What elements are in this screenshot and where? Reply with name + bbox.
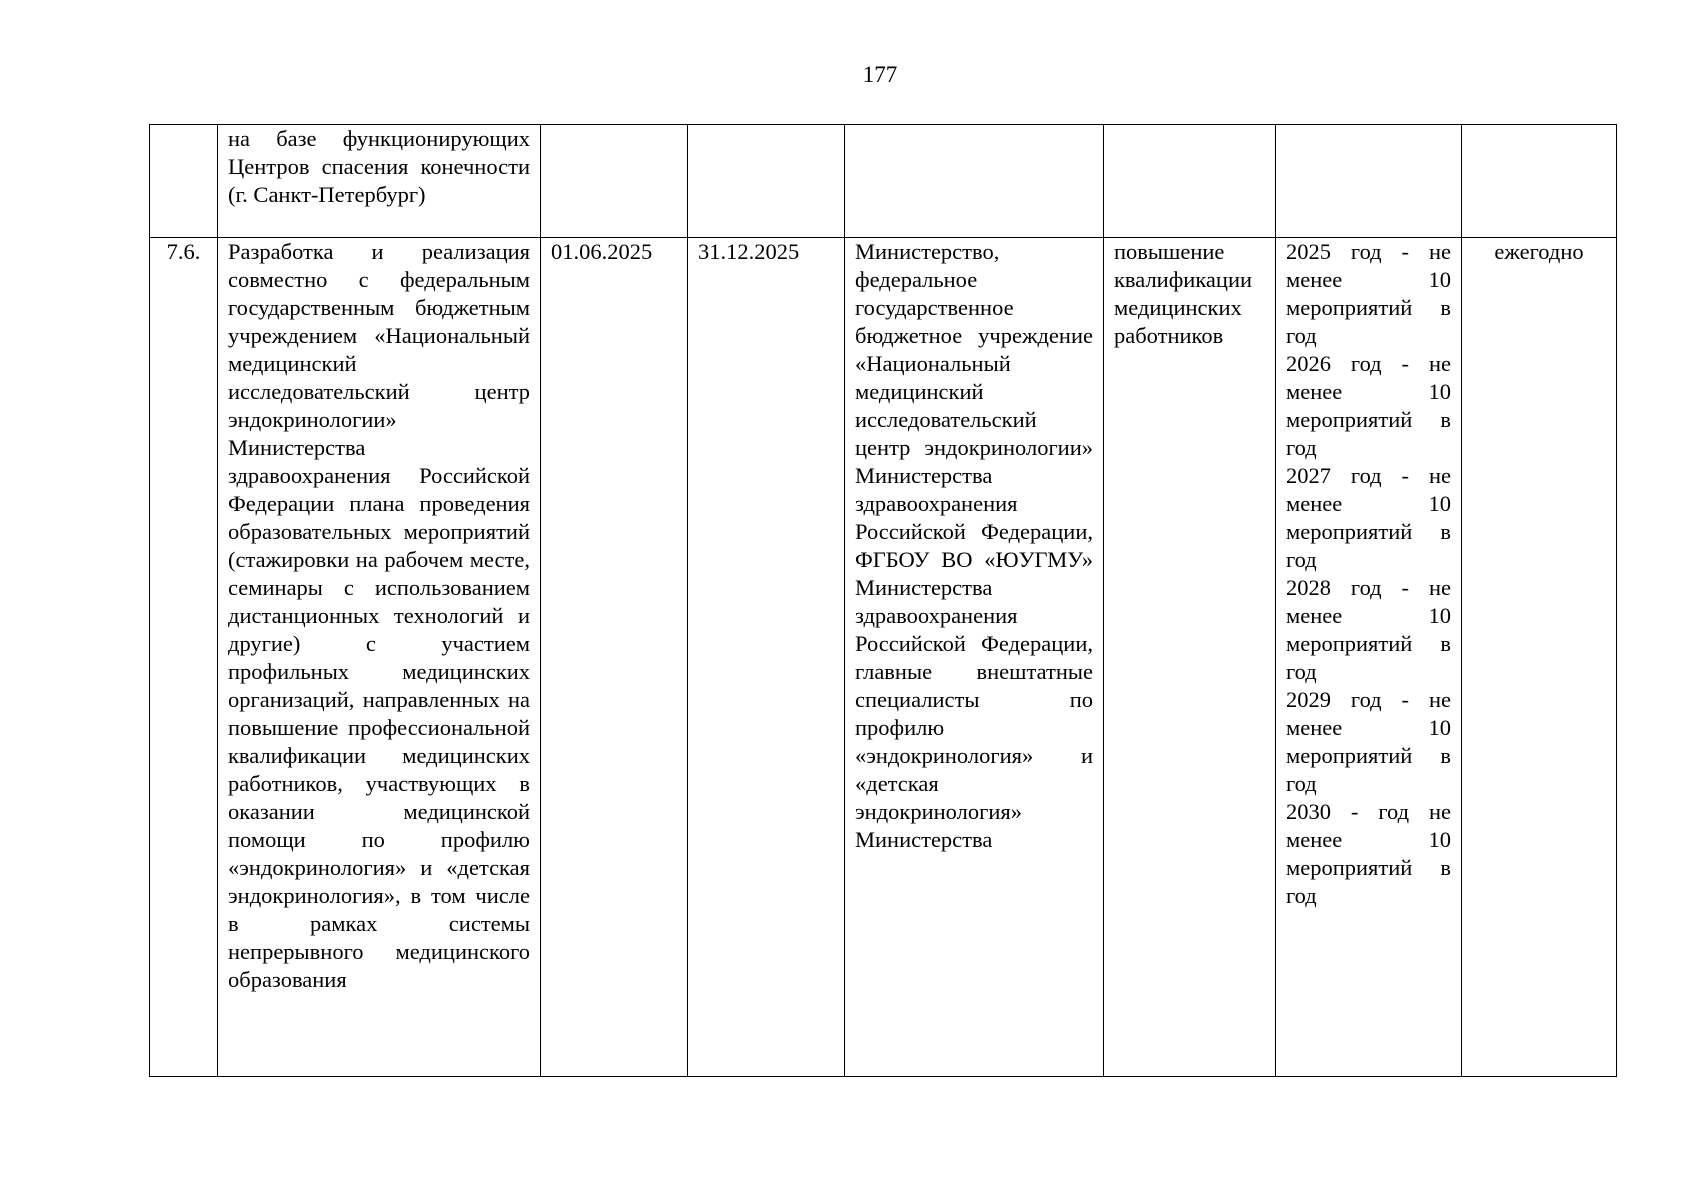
cell-frequency xyxy=(1462,125,1617,238)
page-number: 177 xyxy=(862,62,898,87)
plan-line-2029: 2029 год - не менее 10 мероприятий в год xyxy=(1286,687,1451,796)
cell-end-date xyxy=(688,125,845,238)
cell-end-date: 31.12.2025 xyxy=(688,238,845,1077)
cell-num: 7.6. xyxy=(150,238,218,1077)
cell-responsible xyxy=(845,125,1104,238)
cell-activity: Разработка и реализация совместно с федеральным государственным бюджетным учреждением «Национальный медицинский исследовательский центр эндокринологии» Министерства здравоохранения Российской Федерации плана проведения образовательных мероприятий (стажировки на рабочем месте, семинары с использованием дистанционных технологий и другие) с участием профильных медицинских организаций, направленных на повышение профессиональной квалификации медицинских работников, участвующих в оказании медицинской помощи по профилю «эндокринология» и «детская эндокринология», в том числе в рамках системы непрерывного медицинского образования xyxy=(218,238,541,1077)
cell-frequency: ежегодно xyxy=(1462,238,1617,1077)
plan-line-2030: 2030 - год не менее 10 мероприятий в год xyxy=(1286,799,1451,908)
cell-responsible: Министерство, федеральное государственное бюджетное учреждение «Национальный медицинский исследовательский центр эндокринологии» Министерства здравоохранения Российской Федерации, ФГБОУ ВО «ЮУГМУ» Министерства здравоохранения Российской Федерации, главные внештатные специалисты по профилю «эндокринология» и «детская эндокринология» Министерства xyxy=(845,238,1104,1077)
plan-line-2026: 2026 год - не менее 10 мероприятий в год xyxy=(1286,351,1451,460)
table-row-7-6 xyxy=(150,238,1617,1077)
cell-plan xyxy=(1276,238,1462,1077)
plan-line-2028: 2028 год - не менее 10 мероприятий в год xyxy=(1286,575,1451,684)
cell-result: повышение квалификации медицинских работников xyxy=(1104,238,1276,1077)
cell-start-date xyxy=(541,125,688,238)
table-row-continuation xyxy=(150,125,1617,238)
cell-start-date: 01.06.2025 xyxy=(541,238,688,1077)
cell-result xyxy=(1104,125,1276,238)
plan-table xyxy=(149,124,1617,1077)
plan-line-2025: 2025 год - не менее 10 мероприятий в год xyxy=(1286,239,1451,348)
cell-plan xyxy=(1276,125,1462,238)
cell-activity: на базе функционирующих Центров спасения конечности (г. Санкт-Петербург) xyxy=(218,125,541,238)
cell-num xyxy=(150,125,218,238)
plan-line-2027: 2027 год - не менее 10 мероприятий в год xyxy=(1286,463,1451,572)
